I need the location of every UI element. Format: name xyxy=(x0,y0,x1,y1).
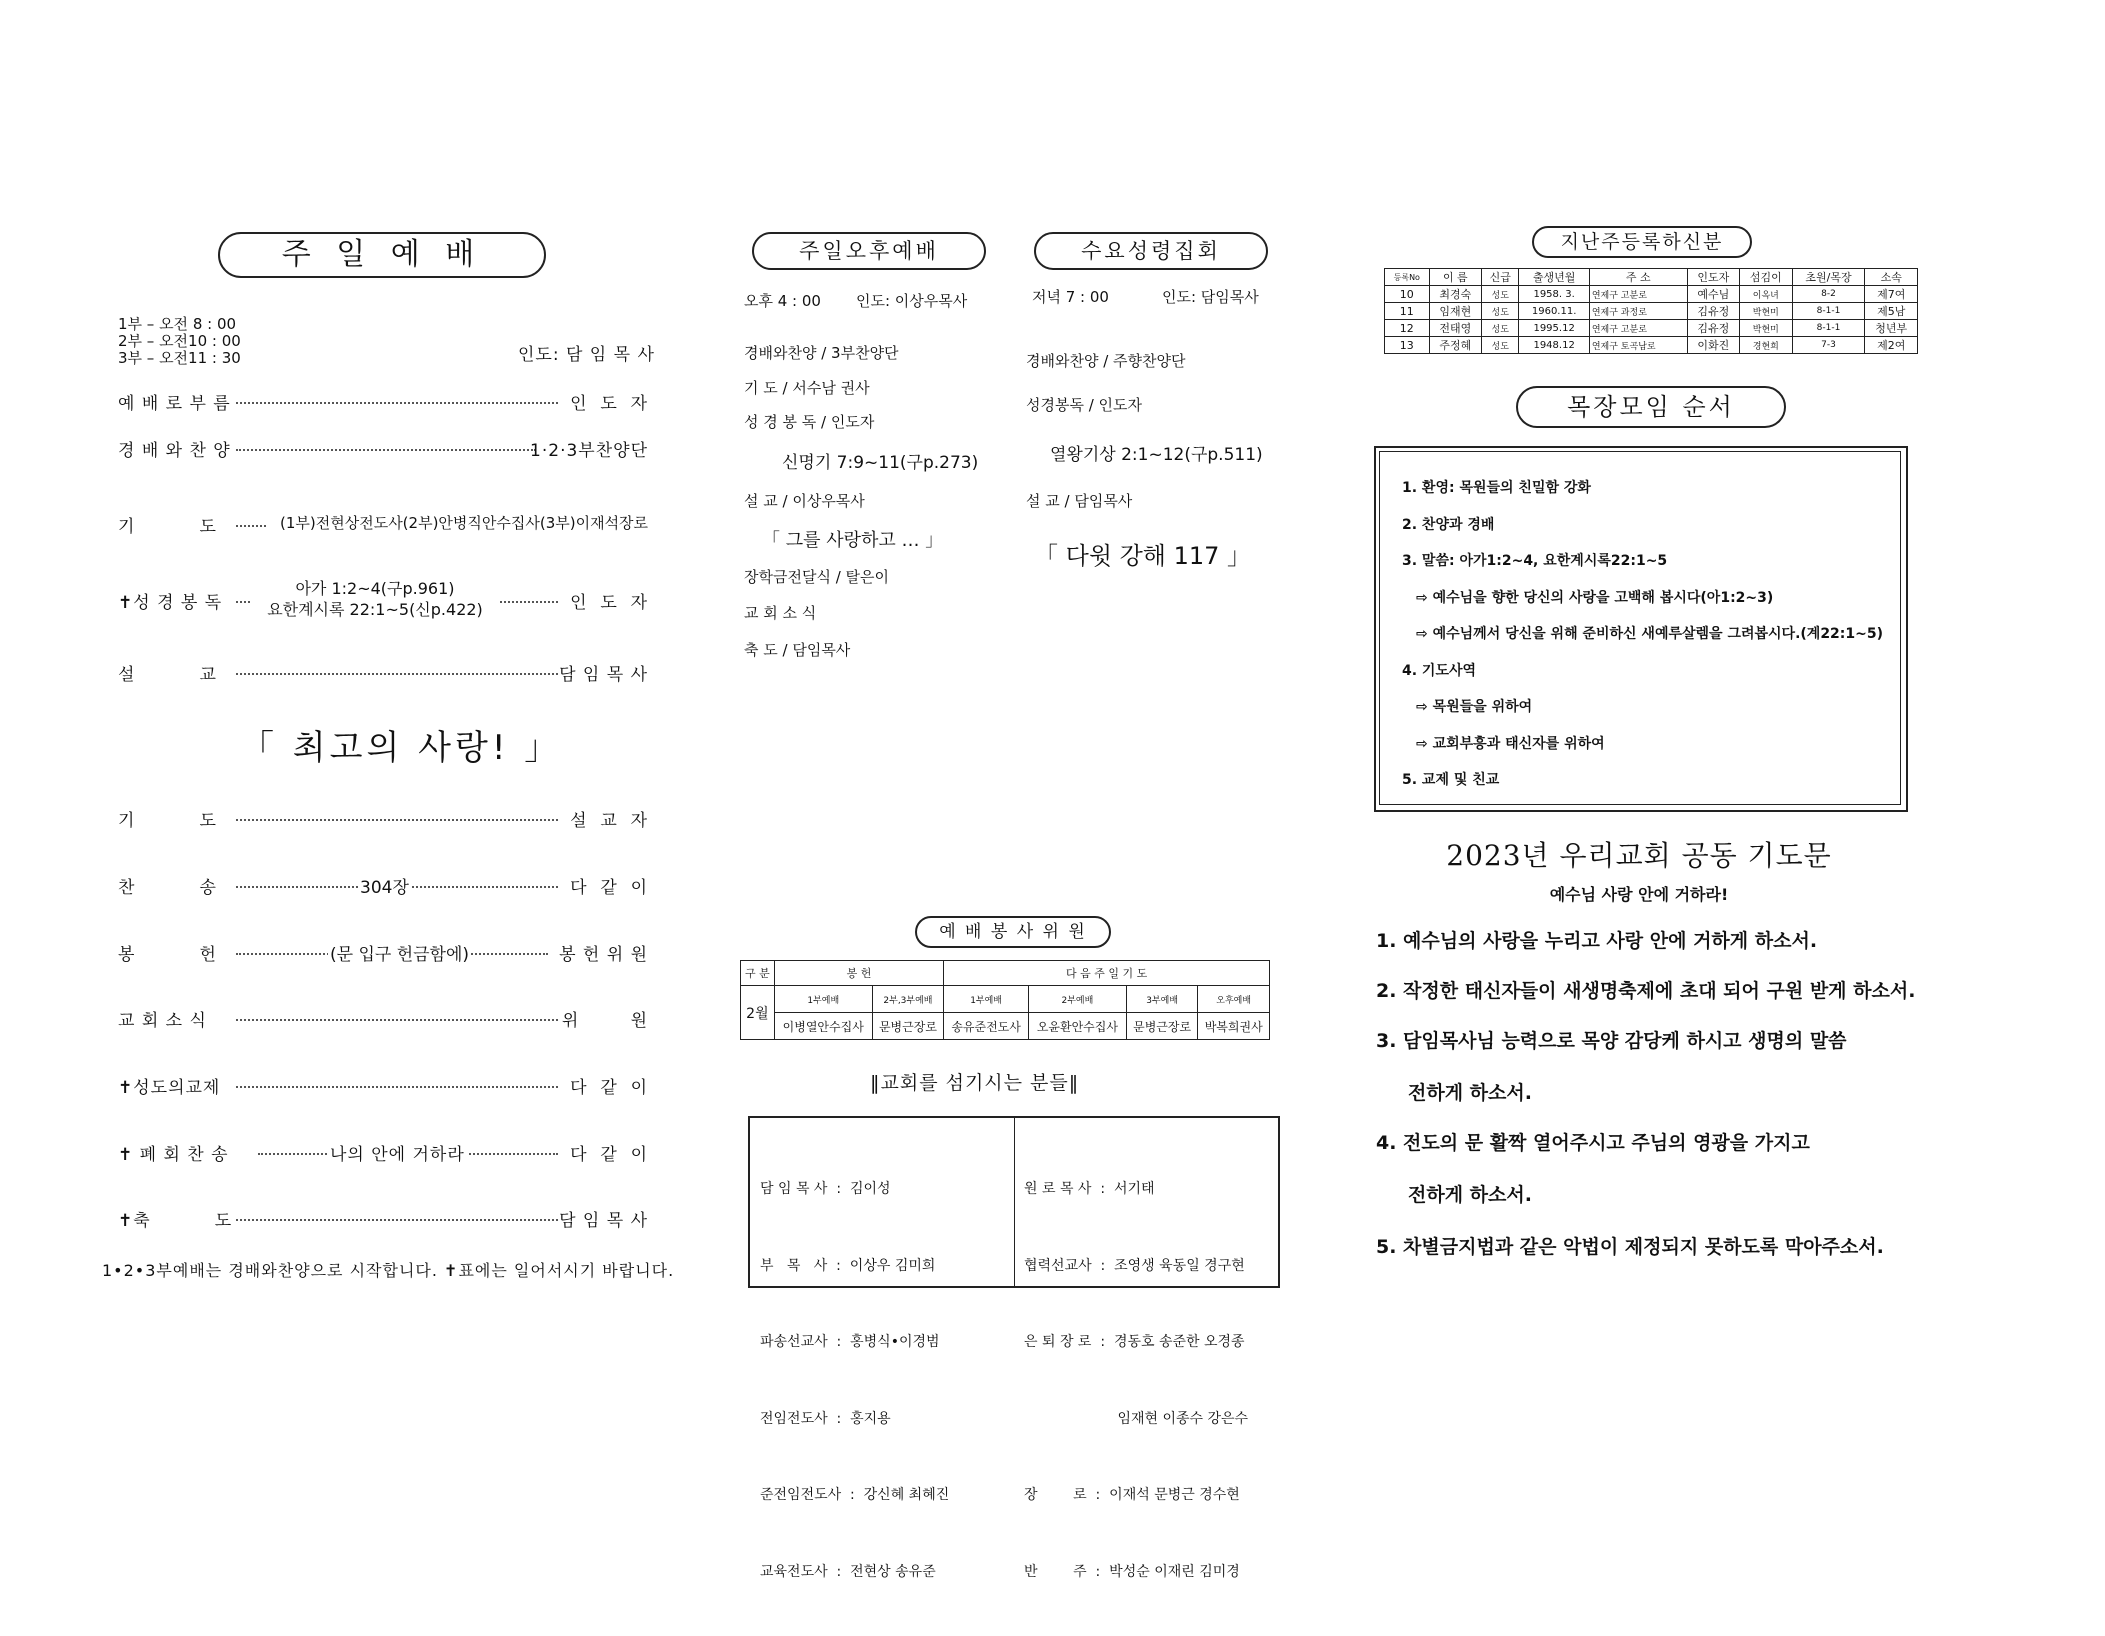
servants-box xyxy=(748,1116,1280,1580)
nc-header: 등록No xyxy=(1385,269,1430,286)
order-label: 기 도 xyxy=(118,517,217,537)
sub-header: 오후예배 xyxy=(1198,986,1270,1013)
afternoon-time: 오후 4 : 00 xyxy=(744,292,821,310)
nc-cell: 박현미 xyxy=(1740,303,1792,320)
nc-cell: 연제구 토곡남로 xyxy=(1589,337,1687,354)
nc-cell: 연제구 과정로 xyxy=(1589,303,1687,320)
nc-header: 출생년월 xyxy=(1519,269,1589,286)
afternoon-line: 축 도 / 담임목사 xyxy=(744,641,851,659)
col-gubun: 구 분 xyxy=(741,961,775,986)
prayer-line: 2. 작정한 태신자들이 새생명축제에 초대 되어 구원 받게 하소서. xyxy=(1376,980,1916,1002)
order-mid: 304장 xyxy=(358,873,411,898)
nc-cell: 8-1-1 xyxy=(1792,320,1865,337)
order-item-hymn xyxy=(118,873,648,899)
table-row xyxy=(1385,286,1918,303)
prayer-subtitle: 예수님 사랑 안에 거하라! xyxy=(1549,885,1729,904)
order-item-sermon xyxy=(118,660,648,686)
order-item-prayer xyxy=(118,512,648,538)
committee-table xyxy=(740,960,1270,1040)
sermon-title: 「 최고의 사랑! 」 xyxy=(240,728,563,768)
nc-cell: 1948.12 xyxy=(1519,337,1589,354)
cg-item: ⇨ 예수님을 향한 당신의 사랑을 고백해 봅시다(아1:2~3) xyxy=(1416,589,1774,606)
order-right: 인 도 자 xyxy=(570,593,648,613)
footnote: 1•2•3부예배는 경배와찬양으로 시작합니다. ✝표에는 일어서시기 바랍니다. xyxy=(102,1261,675,1280)
servant-row: 은 퇴 장 로 : 경동호 송준한 오경종 xyxy=(1024,1334,1245,1350)
wednesday-line: 경배와찬양 / 주향찬양단 xyxy=(1026,352,1186,370)
wednesday-line: 설 교 / 담임목사 xyxy=(1026,492,1133,510)
nc-cell: 전태영 xyxy=(1429,320,1481,337)
order-label: ✝성 경 봉 독 xyxy=(118,593,223,613)
order-right: 인 도 자 xyxy=(570,394,648,414)
servant-row: 전임전도사 : 홍지용 xyxy=(760,1410,891,1427)
cell-group-title: 목장모임 순서 xyxy=(1516,386,1786,428)
nc-cell: 경현희 xyxy=(1740,337,1792,354)
cg-item: 4. 기도사역 xyxy=(1402,662,1477,679)
order-item-prayer2 xyxy=(118,806,648,832)
service-times xyxy=(118,316,241,367)
afternoon-leader: 인도: 이상우목사 xyxy=(856,292,968,310)
committee-name: 박복희권사 xyxy=(1198,1013,1270,1040)
afternoon-line: 장학금전달식 / 탈은이 xyxy=(744,568,890,586)
time-3: 3부 – 오전11 : 30 xyxy=(118,349,241,367)
order-item-offering xyxy=(118,940,648,966)
committee-name: 오윤환안수집사 xyxy=(1028,1013,1126,1040)
committee-name: 문병근장로 xyxy=(872,1013,944,1040)
nc-cell: 11 xyxy=(1385,303,1430,320)
sub-header: 2부예배 xyxy=(1028,986,1126,1013)
committee-title: 예 배 봉 사 위 원 xyxy=(915,916,1111,948)
nc-header: 주 소 xyxy=(1589,269,1687,286)
nc-cell: 박현미 xyxy=(1740,320,1792,337)
order-label: ✝성도의교제 xyxy=(118,1078,221,1098)
servant-row: 교육전도사 : 전현상 송유준 xyxy=(760,1563,936,1580)
nc-cell: 성도 xyxy=(1482,286,1519,303)
prayer-title: 2023년 우리교회 공동 기도문 xyxy=(1446,839,1832,872)
order-item-closing-hymn xyxy=(118,1140,648,1166)
table-row xyxy=(1385,337,1918,354)
order-label: 경 배 와 찬 양 xyxy=(118,441,231,461)
nc-cell: 이옥녀 xyxy=(1740,286,1792,303)
prayer-line: 4. 전도의 문 활짝 열어주시고 주님의 영광을 가지고 xyxy=(1376,1132,1810,1154)
order-label: 설 교 xyxy=(118,665,217,685)
nc-cell: 10 xyxy=(1385,286,1430,303)
servant-row: 부 목 사 : 이상우 김미희 xyxy=(760,1257,936,1274)
order-right: 1·2·3부찬양단 xyxy=(530,441,648,461)
order-mid: 나의 안에 거하라 xyxy=(328,1140,467,1165)
wednesday-leader: 인도: 담임목사 xyxy=(1162,288,1259,306)
nc-header: 소속 xyxy=(1865,269,1918,286)
wednesday-time: 저녁 7 : 00 xyxy=(1032,288,1109,306)
order-label: 기 도 xyxy=(118,811,217,831)
prayer-line: 전하게 하소서. xyxy=(1408,1184,1532,1206)
sub-header: 3부예배 xyxy=(1126,986,1198,1013)
order-label: ✝축 도 xyxy=(118,1211,233,1231)
order-right: 다 같 이 xyxy=(570,878,648,898)
nc-cell: 연제구 고분로 xyxy=(1589,286,1687,303)
nc-cell: 제5남 xyxy=(1865,303,1918,320)
order-right: 위 원 xyxy=(561,1011,648,1031)
cg-item: 3. 말씀: 아가1:2~4, 요한계시록22:1~5 xyxy=(1402,553,1668,569)
order-item-call xyxy=(118,389,648,415)
sub-header: 1부예배 xyxy=(774,986,872,1013)
order-item-benediction xyxy=(118,1206,648,1232)
order-item-praise xyxy=(118,436,648,462)
wednesday-title: 수요성령집회 xyxy=(1034,232,1268,270)
nc-cell: 1958. 3. xyxy=(1519,286,1589,303)
cg-item: 2. 찬양과 경배 xyxy=(1402,516,1495,533)
time-2: 2부 – 오전10 : 00 xyxy=(118,332,241,350)
nc-cell: 주정혜 xyxy=(1429,337,1481,354)
nc-cell: 8-1-1 xyxy=(1792,303,1865,320)
order-mid: (1부)전현상전도사(2부)안병직안수집사(3부)이재석장로 xyxy=(280,514,649,532)
servants-title: ‖교회를 섬기시는 분들‖ xyxy=(870,1072,1080,1094)
nc-header: 이 름 xyxy=(1429,269,1481,286)
nc-header: 신급 xyxy=(1482,269,1519,286)
nc-cell: 13 xyxy=(1385,337,1430,354)
servant-row: 준전임전도사 : 강신혜 최혜진 xyxy=(760,1487,950,1503)
wednesday-line: 「 다윗 강해 117 」 xyxy=(1034,542,1252,570)
servants-left xyxy=(760,1126,949,1636)
cg-item: ⇨ 목원들을 위하여 xyxy=(1416,699,1533,715)
afternoon-line: 교 회 소 식 xyxy=(744,604,817,622)
reading-line-1: 아가 1:2~4(구p.961) xyxy=(295,579,455,598)
order-right: 다 같 이 xyxy=(570,1078,648,1098)
reading-line-2: 요한계시록 22:1~5(신p.422) xyxy=(267,600,483,619)
nc-cell: 제2여 xyxy=(1865,337,1918,354)
prayer-line: 전하게 하소서. xyxy=(1408,1082,1532,1104)
order-label: 봉 헌 xyxy=(118,945,217,965)
committee-name: 송유준전도사 xyxy=(944,1013,1029,1040)
cg-item: 1. 환영: 목원들의 친밀함 강화 xyxy=(1402,480,1591,496)
col-offering: 봉 헌 xyxy=(774,961,943,986)
nc-cell: 최경숙 xyxy=(1429,286,1481,303)
servant-row: 협력선교사 : 조영생 육동일 경구현 xyxy=(1024,1257,1245,1274)
order-mid: (문 입구 헌금함에) xyxy=(328,940,471,965)
committee-name: 문병근장로 xyxy=(1126,1013,1198,1040)
nc-cell: 성도 xyxy=(1482,337,1519,354)
order-label: ✝ 폐 회 찬 송 xyxy=(118,1145,229,1165)
sub-header: 2부,3부예배 xyxy=(872,986,944,1013)
nc-cell: 성도 xyxy=(1482,320,1519,337)
reading-passage xyxy=(250,578,500,620)
afternoon-line: 설 교 / 이상우목사 xyxy=(744,492,865,510)
col-next-prayer: 다 음 주 일 기 도 xyxy=(944,961,1270,986)
nc-header: 인도자 xyxy=(1687,269,1739,286)
afternoon-line: 기 도 / 서수남 권사 xyxy=(744,379,870,397)
nc-cell: 1995.12 xyxy=(1519,320,1589,337)
cg-item: ⇨ 교회부흥과 태신자를 위하여 xyxy=(1416,735,1605,752)
cell-group-items xyxy=(1402,470,1883,799)
cg-item: 5. 교제 및 친교 xyxy=(1402,772,1500,788)
nc-cell: 이화진 xyxy=(1687,337,1739,354)
prayer-line: 5. 차별금지법과 같은 악법이 제정되지 못하도록 막아주소서. xyxy=(1376,1236,1884,1258)
nc-cell: 제7여 xyxy=(1865,286,1918,303)
nc-header: 섬김이 xyxy=(1740,269,1792,286)
order-label: 교 회 소 식 xyxy=(118,1011,207,1031)
order-label: 예 배 로 부 름 xyxy=(118,394,231,414)
nc-cell: 1960.11. xyxy=(1519,303,1589,320)
servants-right xyxy=(1024,1126,1248,1636)
servant-row: 원 로 목 사 : 서기태 xyxy=(1024,1181,1155,1197)
servant-row: 담 임 목 사 : 김이성 xyxy=(760,1181,891,1197)
order-right: 다 같 이 xyxy=(570,1145,648,1165)
order-right: 담 임 목 사 xyxy=(559,1211,648,1231)
cg-item: ⇨ 예수님께서 당신을 위해 준비하신 새예루살렘을 그려봅시다.(계22:1~5) xyxy=(1416,626,1884,642)
nc-header: 초원/목장 xyxy=(1792,269,1865,286)
nc-cell: 임재현 xyxy=(1429,303,1481,320)
order-right: 담 임 목 사 xyxy=(559,665,648,685)
servant-row: 반 주 : 박성순 이재린 김미경 xyxy=(1024,1563,1240,1580)
main-service-title: 주 일 예 배 xyxy=(218,232,546,278)
order-right: 봉 헌 위 원 xyxy=(559,945,648,965)
newcomers-table xyxy=(1384,268,1918,354)
prayer-line: 3. 담임목사님 능력으로 목양 감당케 하시고 생명의 말씀 xyxy=(1376,1030,1847,1052)
servant-row: 장 로 : 이재석 문병근 경수현 xyxy=(1024,1487,1240,1503)
afternoon-title: 주일오후예배 xyxy=(752,232,986,270)
newcomers-title: 지난주등록하신분 xyxy=(1532,226,1752,258)
afternoon-line: 신명기 7:9~11(구p.273) xyxy=(782,453,979,473)
servant-row: 파송선교사 : 홍병식•이경범 xyxy=(760,1334,940,1350)
table-row xyxy=(1385,320,1918,337)
wednesday-line: 성경봉독 / 인도자 xyxy=(1026,396,1143,414)
nc-cell: 8-2 xyxy=(1792,286,1865,303)
cell-group-box xyxy=(1374,446,1908,812)
order-right: 설 교 자 xyxy=(570,811,648,831)
afternoon-line: 경배와찬양 / 3부찬양단 xyxy=(744,344,899,362)
nc-cell: 청년부 xyxy=(1865,320,1918,337)
sub-header: 1부예배 xyxy=(944,986,1029,1013)
nc-cell: 예수님 xyxy=(1687,286,1739,303)
committee-name: 이병열안수집사 xyxy=(774,1013,872,1040)
nc-cell: 김유정 xyxy=(1687,303,1739,320)
afternoon-line: 「 그를 사랑하고 … 」 xyxy=(762,530,944,551)
nc-cell: 김유정 xyxy=(1687,320,1739,337)
afternoon-line: 성 경 봉 독 / 인도자 xyxy=(744,413,875,431)
wednesday-line: 열왕기상 2:1~12(구p.511) xyxy=(1050,445,1263,465)
order-item-news xyxy=(118,1006,648,1032)
nc-cell: 7-3 xyxy=(1792,337,1865,354)
main-leader: 인도: 담 임 목 사 xyxy=(518,345,655,365)
prayer-line: 1. 예수님의 사랑을 누리고 사랑 안에 거하게 하소서. xyxy=(1376,930,1818,952)
servants-divider xyxy=(1014,1118,1015,1286)
table-row xyxy=(1385,303,1918,320)
nc-cell: 12 xyxy=(1385,320,1430,337)
order-label: 찬 송 xyxy=(118,878,217,898)
month-cell: 2월 xyxy=(741,986,775,1040)
nc-cell: 성도 xyxy=(1482,303,1519,320)
order-item-fellowship xyxy=(118,1073,648,1099)
servant-row: 임재현 이종수 강은수 xyxy=(1024,1410,1249,1427)
nc-cell: 연제구 고분로 xyxy=(1589,320,1687,337)
time-1: 1부 – 오전 8 : 00 xyxy=(118,315,237,333)
